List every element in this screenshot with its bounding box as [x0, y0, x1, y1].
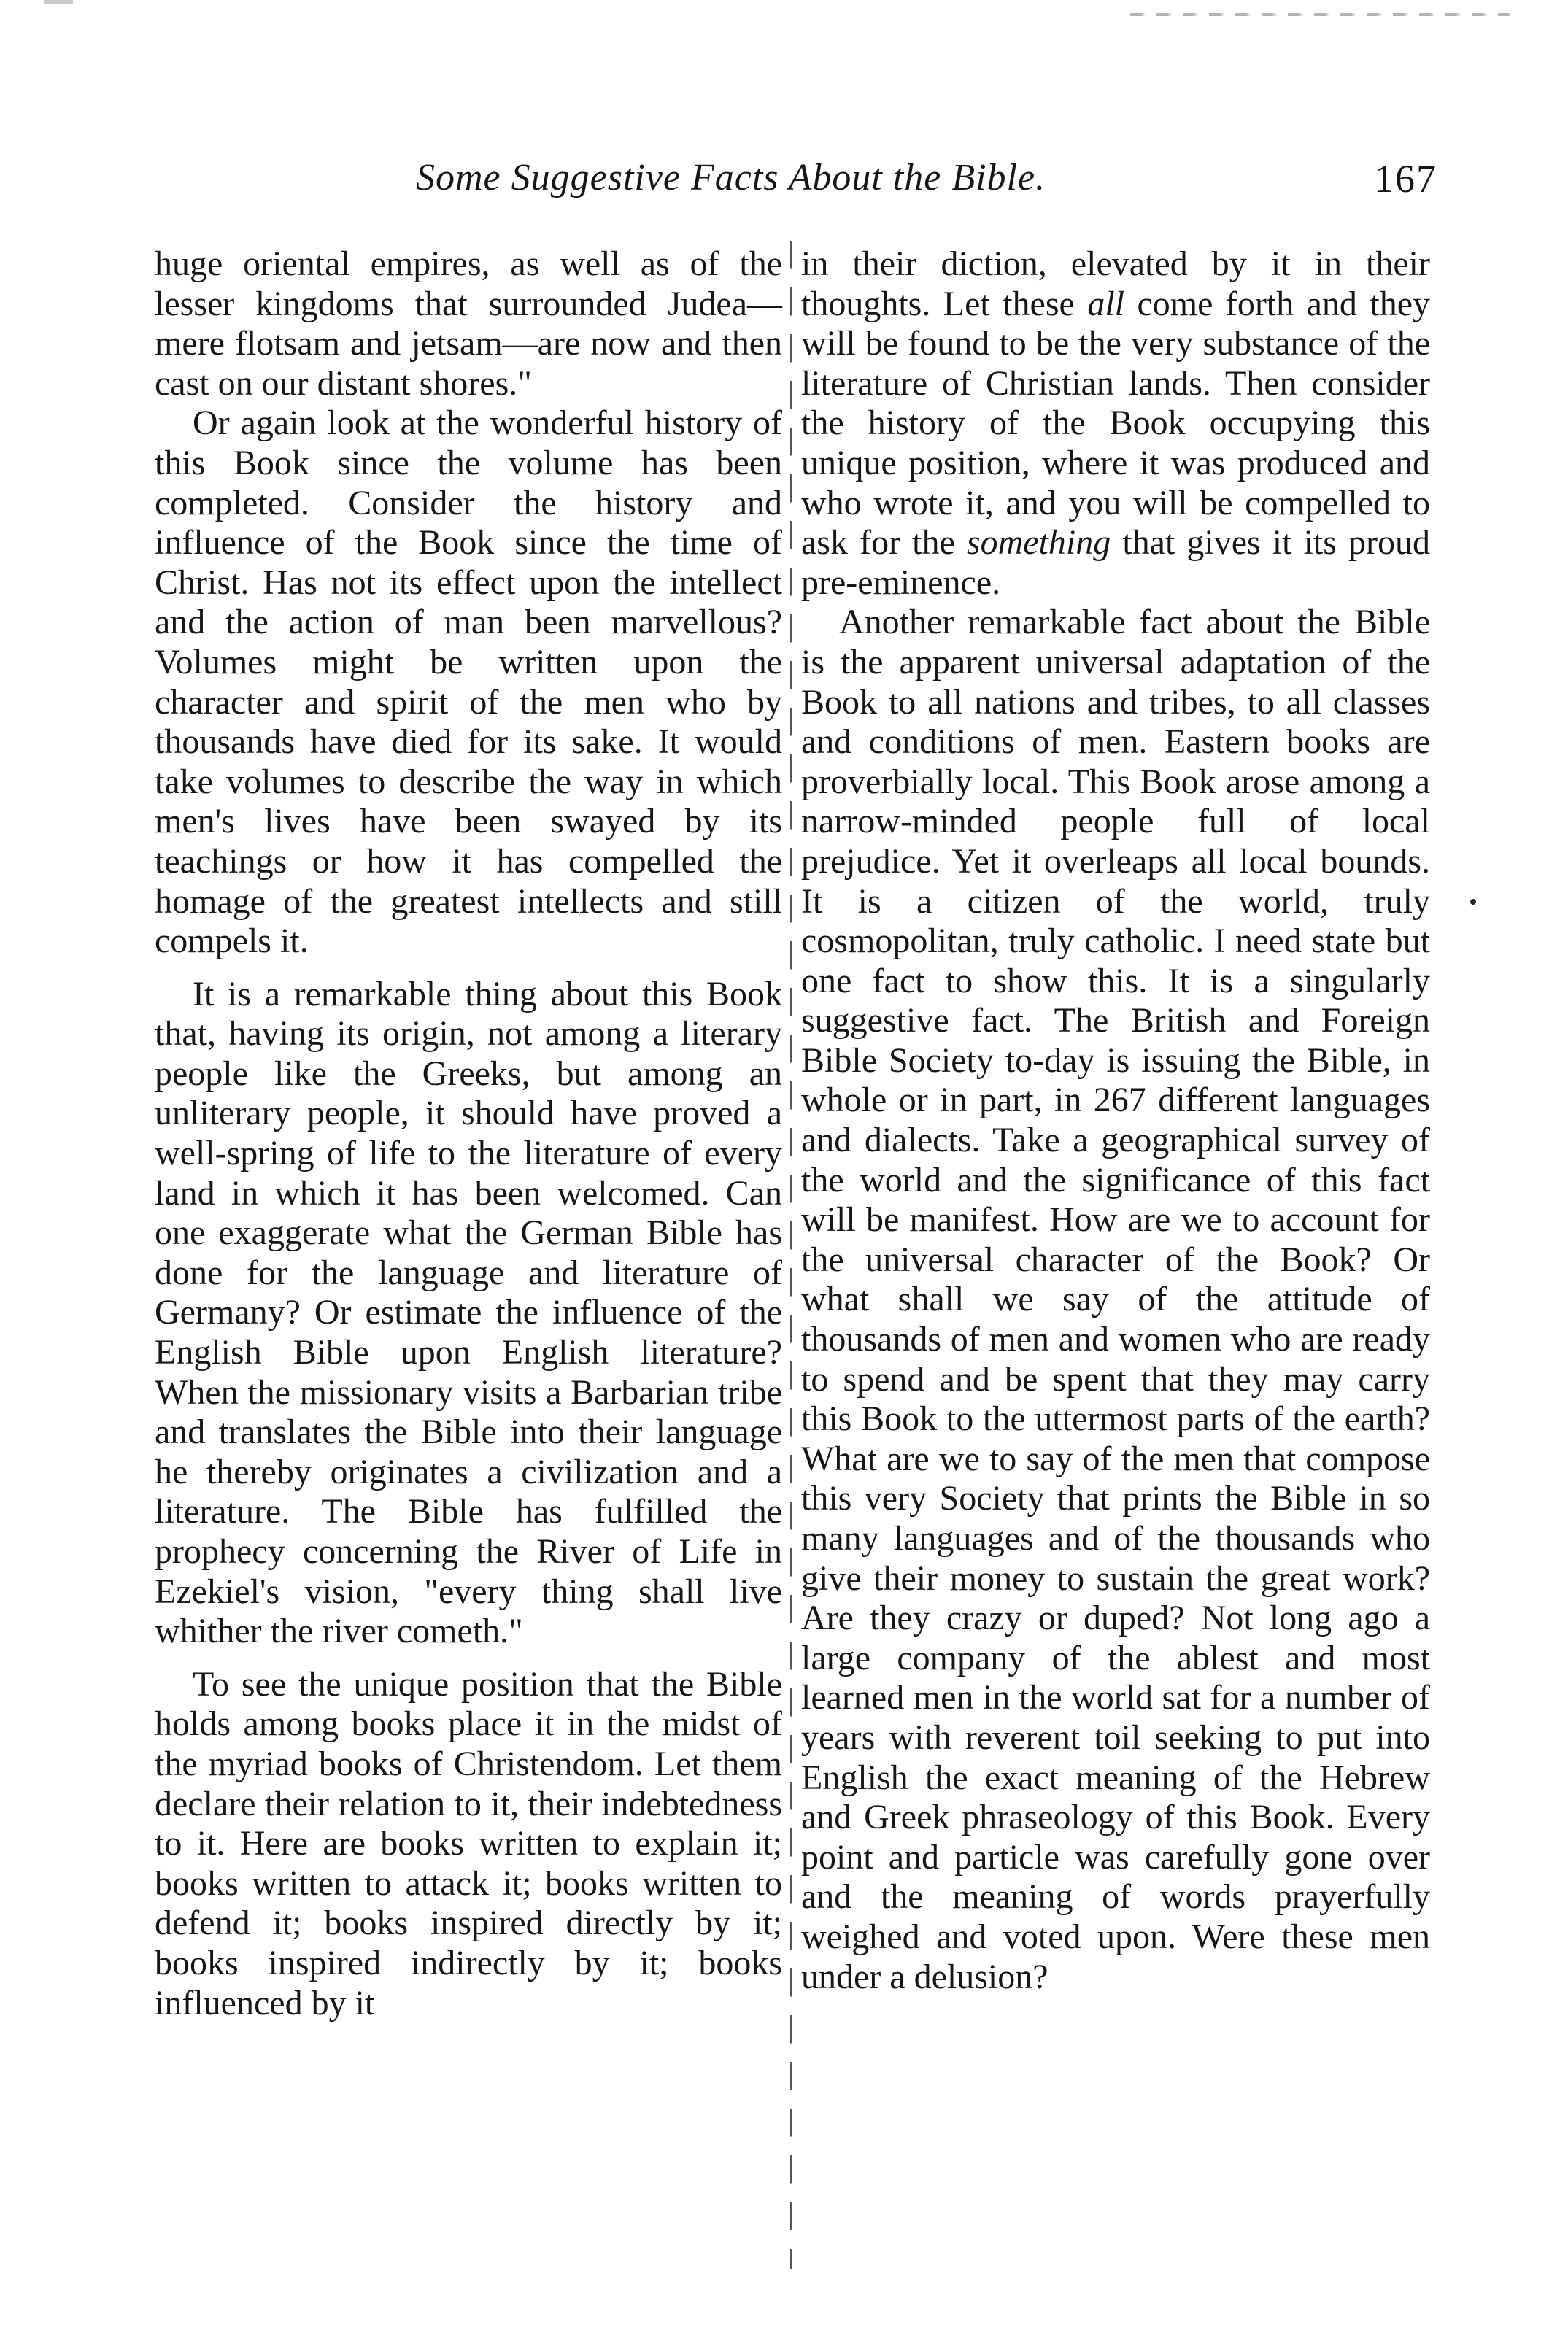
- paragraph: It is a remarkable thing about this Book that, having its origin, not among a literary people like the Greeks, but among an unliterary people, it should have proved a well-spring of life to the literature of every land in which it has been welcomed. Can one exaggerate what the German Bible has done for the language and literature of Germany? Or estimate the influence of the English Bible upon English literature? When the missionary visits a Barbarian tribe and translates the Bible into their language he thereby originates a civilization and a literature. The Bible has fulfilled the prophecy concerning the River of Life in Ezekiel's vision, "every thing shall live whither the river cometh.": [155, 974, 782, 1651]
- italic-emphasis: all: [1087, 284, 1124, 323]
- running-header: [416, 156, 1437, 207]
- text-run: that gives it its proud pre-eminence.: [801, 523, 1431, 602]
- left-column: [155, 244, 782, 2023]
- paragraph: Or again look at the wonderful history of this Book since the volume has been completed. Consider the history and influence of the Book since the time of Christ. Has not its effect upon the intellect and the action of man been marvellous? Volumes might be written upon the character and spirit of the men who by thousands have died for its sake. It would take volumes to describe the way in which men's lives have been swayed by its teachings or how it has compelled the homage of the greatest intellects and still compels it.: [155, 403, 782, 961]
- text-run: in their diction, elevated by it in their thoughts. Let these: [801, 244, 1430, 323]
- text-run: come forth and they will be found to be the very substance of the literature of Christian lands. Then consider the history of the Book occupying this unique position, where it was produced and who wrote it, and you will be compelled to ask for the: [801, 284, 1431, 563]
- right-column: [801, 244, 1430, 1997]
- scan-speck: [44, 0, 73, 4]
- paragraph: To see the unique position that the Bible holds among books place it in the midst of the myriad books of Christendom. Let them declare their relation to it, their indebtedness to it. Here are books written to explain it; books written to attack it; books written to defend it; books inspired directly by it; books inspired indirectly by it; books influenced by it: [155, 1664, 782, 2022]
- margin-speck: [1470, 899, 1476, 905]
- column-divider: [790, 241, 792, 2269]
- scan-noise: [1130, 13, 1510, 19]
- paragraph: huge oriental empires, as well as of the lesser kingdoms that surrounded Judea—mere flotsam and jetsam—are now and then cast on our distant shores.": [155, 244, 782, 403]
- italic-emphasis: something: [966, 523, 1111, 563]
- paragraph: Another remarkable fact about the Bible is the apparent universal adaptation of the Book to all nations and tribes, to all classes and conditions of men. Eastern books are proverbially local. This Book arose among a narrow-minded people full of local prejudice. Yet it overleaps all local bounds. It is a citizen of the world, truly cosmopolitan, truly catholic. I need state but one fact to show this. It is a singularly suggestive fact. The British and Foreign Bible Society to-day is issuing the Bible, in whole or in part, in 267 different languages and dialects. Take a geographical survey of the world and the significance of this fact will be manifest. How are we to account for the universal character of the Book? Or what shall we say of the attitude of thousands of men and women who are ready to spend and be spent that they may carry this Book to the uttermost parts of the earth? What are we to say of the men that compose this very Society that prints the Bible in so many languages and of the thousands who give their money to sustain the great work? Are they crazy or duped? Not long ago a large company of the ablest and most learned men in the world sat for a number of years with reverent toil seeking to put into English the exact meaning of the Hebrew and Greek phraseology of this Book. Every point and particle was carefully gone over and the meaning of words prayerfully weighed and voted upon. Were these men under a delusion?: [801, 603, 1430, 1996]
- paragraph: [801, 244, 1430, 603]
- running-title: Some Suggestive Facts About the Bible.: [416, 157, 1046, 198]
- page-number: 167: [1374, 157, 1437, 201]
